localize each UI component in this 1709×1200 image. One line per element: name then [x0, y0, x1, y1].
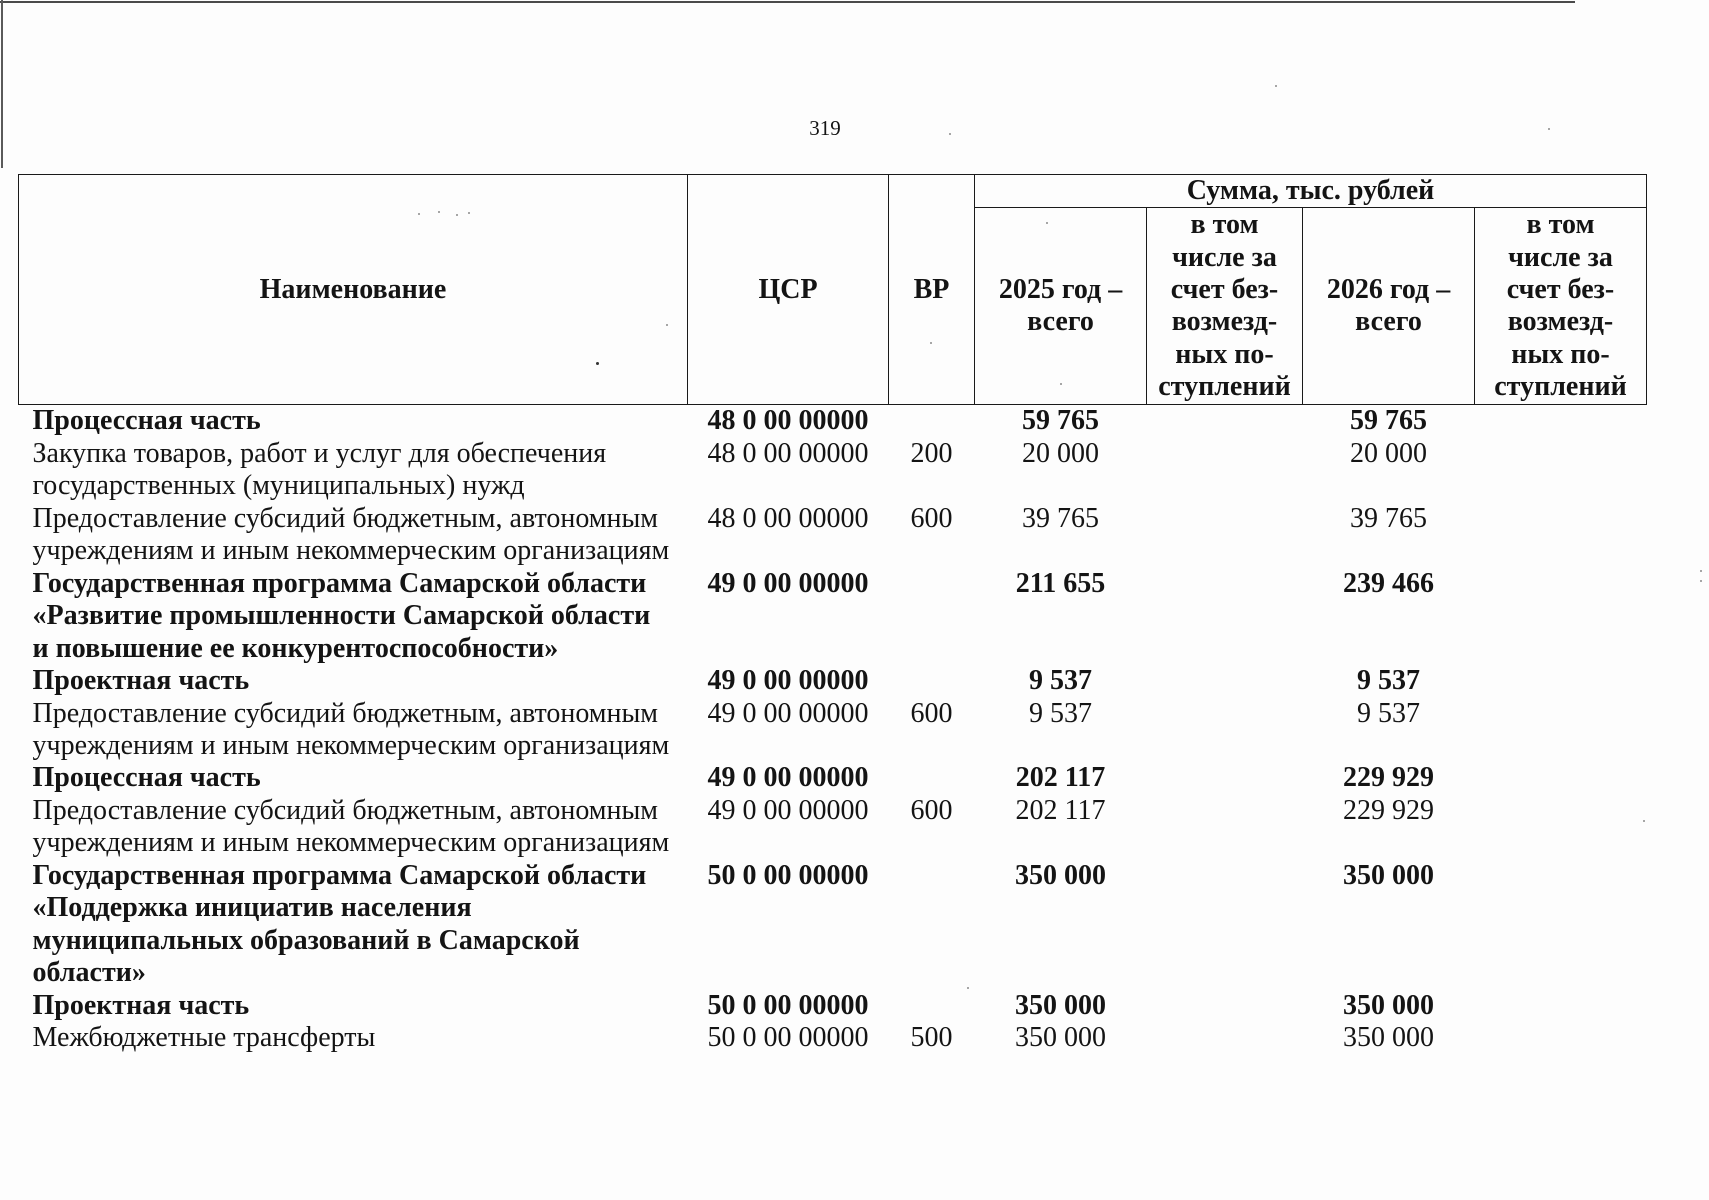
row-total-2026-cell: 229 929	[1343, 794, 1434, 826]
row-csr-cell: 50 0 00 00000	[707, 859, 869, 891]
scan-speck	[949, 133, 951, 135]
row-total-2026-cell: 39 765	[1350, 502, 1427, 534]
header-line: числе за	[1508, 241, 1613, 273]
row-grants-2026-cell	[1475, 795, 1647, 860]
row-grants-2025-cell	[1147, 438, 1303, 503]
row-total-2025-cell: 350 000	[1015, 859, 1106, 891]
row-grants-2025-cell	[1147, 1022, 1303, 1054]
row-name-line: Процессная часть	[32, 762, 261, 794]
row-total-2026-cell: 9 537	[1357, 665, 1420, 697]
row-total-2025-cell: 9 537	[1029, 697, 1092, 729]
row-name-line: государственных (муниципальных) нужд	[32, 470, 525, 502]
header-vr: ВР	[889, 175, 975, 405]
row-total-2026-cell: 239 466	[1343, 567, 1434, 599]
row-total-2025-cell: 9 537	[1029, 665, 1092, 697]
row-name-line: учреждениям и иным некоммерческим организациям	[32, 729, 670, 761]
row-name-line: Процессная часть	[32, 405, 261, 437]
row-name-cell	[19, 990, 688, 1022]
row-total-2026-cell: 59 765	[1350, 405, 1427, 437]
header-total-2025	[975, 208, 1147, 405]
header-sum-group: Сумма, тыс. рублей	[975, 175, 1647, 208]
header-line: ных по-	[1511, 338, 1610, 370]
row-vr-cell	[889, 405, 975, 438]
row-csr-cell: 48 0 00 00000	[707, 405, 869, 437]
row-name-cell	[19, 503, 688, 568]
table-row	[19, 762, 1647, 794]
row-name-cell	[19, 568, 688, 665]
row-name-line: Межбюджетные трансферты	[32, 1022, 376, 1054]
row-name-cell	[19, 698, 688, 763]
page-number: 319	[809, 116, 841, 140]
row-name-cell	[19, 665, 688, 697]
header-row	[19, 175, 1647, 208]
row-total-2025-cell: 350 000	[1015, 1022, 1106, 1054]
row-grants-2026-cell	[1475, 762, 1647, 794]
row-grants-2026-cell	[1475, 568, 1647, 665]
header-line: 2025 год –	[998, 274, 1123, 305]
header-grants-2025	[1147, 208, 1303, 405]
row-vr-cell	[889, 568, 975, 665]
header-line: ступлений	[1494, 371, 1627, 403]
row-csr-cell: 48 0 00 00000	[707, 437, 869, 469]
row-name-cell	[19, 438, 688, 503]
row-name-cell	[19, 405, 688, 438]
scan-speck	[1548, 128, 1550, 130]
row-grants-2025-cell	[1147, 568, 1303, 665]
row-vr-cell: 600	[910, 794, 953, 826]
row-csr-cell: 49 0 00 00000	[707, 794, 869, 826]
header-line: числе за	[1172, 241, 1277, 273]
row-total-2026-cell: 350 000	[1343, 859, 1434, 891]
table-row	[19, 990, 1647, 1022]
header-line: ступлений	[1158, 371, 1291, 403]
table-row	[19, 665, 1647, 697]
header-line: в том	[1526, 209, 1595, 241]
row-grants-2026-cell	[1475, 405, 1647, 438]
row-name-line: Государственная программа Самарской области	[32, 567, 647, 599]
row-grants-2026-cell	[1475, 860, 1647, 990]
table-row	[19, 698, 1647, 763]
row-total-2025-cell: 211 655	[1015, 567, 1106, 599]
table-row	[19, 568, 1647, 665]
row-name-line: Предоставление субсидий бюджетным, автономным	[32, 502, 659, 534]
row-grants-2025-cell	[1147, 860, 1303, 990]
row-total-2025-cell: 39 765	[1022, 502, 1099, 534]
row-total-2026-cell: 350 000	[1343, 989, 1434, 1021]
budget-table	[18, 174, 1647, 1055]
row-grants-2025-cell	[1147, 405, 1303, 438]
table-row	[19, 795, 1647, 860]
row-total-2025-cell: 20 000	[1022, 437, 1099, 469]
row-name-line: Государственная программа Самарской области	[32, 859, 647, 891]
table-row	[19, 438, 1647, 503]
header-line: счет без-	[1170, 274, 1279, 305]
row-vr-cell: 600	[910, 502, 953, 534]
row-total-2025-cell: 202 117	[1015, 794, 1106, 826]
row-grants-2026-cell	[1475, 698, 1647, 763]
row-grants-2025-cell	[1147, 503, 1303, 568]
row-vr-cell: 500	[910, 1022, 953, 1054]
table-row	[19, 405, 1647, 438]
row-grants-2025-cell	[1147, 665, 1303, 697]
row-total-2025-cell: 350 000	[1015, 989, 1106, 1021]
row-vr-cell	[889, 665, 975, 697]
row-csr-cell: 50 0 00 00000	[707, 1022, 869, 1054]
row-name-line: и повышение ее конкурентоспособности»	[32, 632, 559, 664]
row-grants-2026-cell	[1475, 1022, 1647, 1054]
row-name-line: учреждениям и иным некоммерческим организациям	[32, 535, 670, 567]
row-name-cell	[19, 795, 688, 860]
row-vr-cell: 200	[910, 437, 953, 469]
row-grants-2025-cell	[1147, 990, 1303, 1022]
row-vr-cell: 600	[910, 697, 953, 729]
row-grants-2026-cell	[1475, 665, 1647, 697]
table-row	[19, 1022, 1647, 1054]
row-grants-2025-cell	[1147, 795, 1303, 860]
header-name: Наименование	[19, 175, 688, 405]
header-line: счет без-	[1506, 274, 1615, 305]
scan-edge-line	[0, 1, 1575, 3]
table-body	[19, 405, 1647, 1055]
row-csr-cell: 49 0 00 00000	[707, 697, 869, 729]
row-csr-cell: 49 0 00 00000	[707, 665, 869, 697]
scan-speck	[1275, 85, 1277, 87]
row-grants-2026-cell	[1475, 990, 1647, 1022]
row-name-line: «Развитие промышленности Самарской области	[32, 600, 651, 632]
header-line: в том	[1190, 209, 1259, 241]
row-total-2026-cell: 9 537	[1357, 697, 1420, 729]
row-name-line: «Поддержка инициатив населения	[32, 892, 472, 924]
header-line: всего	[1027, 306, 1094, 338]
header-line: ных по-	[1175, 338, 1274, 370]
row-grants-2025-cell	[1147, 698, 1303, 763]
row-csr-cell: 49 0 00 00000	[707, 762, 869, 794]
header-csr: ЦСР	[688, 175, 889, 405]
row-name-line: области»	[32, 957, 146, 989]
row-total-2025-cell: 59 765	[1022, 405, 1099, 437]
row-name-line: учреждениям и иным некоммерческим организациям	[32, 827, 670, 859]
header-line: всего	[1355, 306, 1422, 338]
row-total-2025-cell: 202 117	[1015, 762, 1106, 794]
scan-speck	[1700, 570, 1702, 572]
header-grants-2026	[1475, 208, 1647, 405]
row-grants-2026-cell	[1475, 438, 1647, 503]
row-vr-cell	[889, 990, 975, 1022]
header-total-2026	[1303, 208, 1475, 405]
row-grants-2026-cell	[1475, 503, 1647, 568]
row-name-line: Предоставление субсидий бюджетным, автономным	[32, 794, 659, 826]
table-header	[19, 175, 1647, 405]
row-name-cell	[19, 762, 688, 794]
row-csr-cell: 49 0 00 00000	[707, 567, 869, 599]
row-name-cell	[19, 1022, 688, 1054]
header-line: возмезд-	[1507, 306, 1614, 338]
row-name-line: муниципальных образований в Самарской	[32, 924, 580, 956]
scan-edge-line	[1, 0, 3, 168]
row-name-line: Закупка товаров, работ и услуг для обеспечения	[32, 437, 607, 469]
row-name-line: Проектная часть	[32, 989, 250, 1021]
row-grants-2025-cell	[1147, 762, 1303, 794]
row-name-line: Проектная часть	[32, 665, 250, 697]
row-name-cell	[19, 860, 688, 990]
header-line: 2026 год –	[1326, 274, 1451, 305]
header-line: возмезд-	[1171, 306, 1278, 338]
row-total-2026-cell: 350 000	[1343, 1022, 1434, 1054]
table-row	[19, 503, 1647, 568]
table-row	[19, 860, 1647, 990]
row-csr-cell: 50 0 00 00000	[707, 989, 869, 1021]
row-total-2026-cell: 20 000	[1350, 437, 1427, 469]
scan-speck	[1700, 580, 1702, 582]
row-csr-cell: 48 0 00 00000	[707, 502, 869, 534]
row-vr-cell	[889, 860, 975, 990]
row-total-2026-cell: 229 929	[1343, 762, 1434, 794]
row-name-line: Предоставление субсидий бюджетным, автономным	[32, 697, 659, 729]
row-vr-cell	[889, 762, 975, 794]
